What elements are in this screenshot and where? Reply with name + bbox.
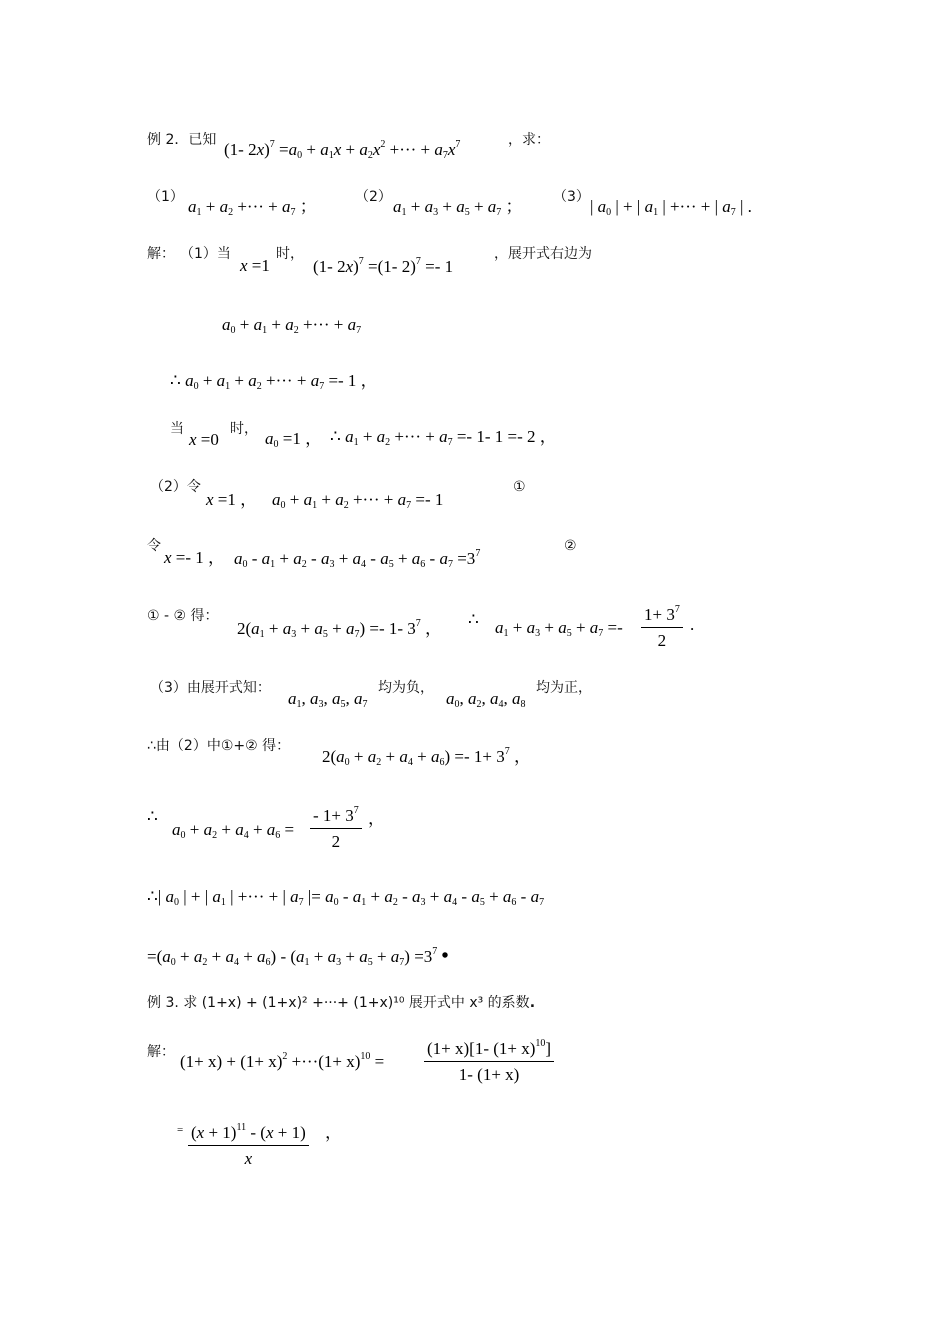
- example2-label: 例 2．已知: [147, 132, 217, 148]
- circled-1: ①: [513, 479, 526, 495]
- add-label: ∴由（2）中①+② 得：: [147, 738, 291, 754]
- geometric-sum: $(1+ x) + (1+ x)^2 +\cdot\cdot\cdot(1+ x)^{10}$ =: [180, 1051, 385, 1071]
- fraction-2: $\frac{- 1+ 3^7}{2}$: [310, 805, 362, 852]
- circled-2: ②: [564, 538, 577, 554]
- right-side-sum: $a_0 + a_1 + a_2$ +··· + $a_7$: [222, 315, 362, 336]
- part1-expr: $a_1 + a_2$ +··· + $a_7$ ；: [188, 197, 317, 218]
- shi-text: 时，: [276, 246, 304, 262]
- example2-tail: ，求：: [508, 132, 550, 148]
- fraction-1: $\frac{1+ 3^7}{2}$: [641, 604, 683, 651]
- ling-text: 令: [147, 538, 161, 554]
- abs-sum-expansion: ∴| $a_0$ | + | $a_1$ | +··· + | $a_7$ |= $a_0 - a_1 + a_2 - a_3 + a_4 - a_5 + a_6 - a_7$: [147, 887, 545, 908]
- comma-2: ，: [368, 809, 385, 828]
- example3-title: 例 3. 求 (1+x) + (1+x)² +···+ (1+x)¹⁰ 展开式中 x³ 的系数.: [147, 995, 536, 1011]
- example3-solution-label: 解：: [147, 1044, 175, 1060]
- substitution-1: (1- 2x)$^7$ =(1- 2)$^7$ =- 1: [313, 256, 454, 276]
- part3-label: （3）: [553, 189, 590, 205]
- equation-1: $a_0 + a_1 + a_2$ +··· + $a_7 =- 1$: [272, 490, 444, 511]
- fraction-4: $\frac{(x + 1)^{11} - (x + 1)}{x}$: [188, 1122, 309, 1169]
- sum-equals-minus-2: ∴ $a_1 + a_2$ +··· + $a_7 =- 1-$ 1 =- 2 ，: [330, 427, 557, 448]
- equation-2: $a_0 - a_1 + a_2 - a_3 + a_4 - a_5 + a_6 - a_7 =3^7$: [234, 548, 481, 570]
- let-x-1: x =1 ，: [206, 490, 258, 509]
- negative-text: 均为负，: [378, 680, 434, 696]
- a0-equals-1: $a_0 =1$ ，: [265, 429, 323, 450]
- solution-label: 解：: [147, 246, 175, 262]
- part1-label: （1）: [147, 189, 184, 205]
- shi-text-2: 时，: [230, 421, 258, 437]
- therefore-symbol: ∴: [170, 371, 181, 390]
- let-x-minus-1: x =- 1 ，: [164, 548, 226, 567]
- solution-part3-label: （3）由展开式知：: [150, 680, 271, 696]
- even-sum-result: $a_0 + a_2 + a_4 + a_6$ =: [172, 820, 295, 841]
- double-even-sum: $2(a_0 + a_2 + a_4 + a_6) =- 1+ 3^7$ ，: [322, 746, 531, 768]
- equals-small: =: [177, 1124, 184, 1136]
- example2-equation: (1- $2x)^7 =a_0 + a_1x + a_2x^2$ +··· + $a_7x^7$: [224, 139, 461, 161]
- odd-coefficients: $a_1$, $a_3$, $a_5$, $a_7$: [288, 689, 368, 710]
- sum-equals-minus-1: ∴ $a_0 + a_1 + a_2$ +··· + $a_7 =- 1$ ，: [170, 371, 378, 392]
- therefore-symbol-3: ∴: [147, 807, 158, 826]
- part3-expr: | $a_0$ | + | $a_1$ | +··· + | $a_7$ | .: [590, 197, 752, 218]
- big-dot: •: [441, 945, 449, 967]
- comma-3: ，: [325, 1123, 342, 1142]
- solution-part2-label: （2）令: [150, 479, 201, 495]
- expansion-right-text: ，展开式右边为: [494, 246, 592, 262]
- therefore-symbol-2: ∴: [468, 610, 479, 629]
- fraction-3: $\frac{(1+ x)[1- (1+ x)^{10}]}{1- (1+ x)}$: [424, 1038, 554, 1085]
- x-equals-0: x =0: [189, 430, 219, 449]
- period-1: .: [690, 615, 695, 634]
- odd-sum-result: $a_1 + a_3 + a_5 + a_7$ =-: [495, 618, 623, 639]
- abs-sum-result: $=(a_0 + a_2 + a_4 + a_6) - (a_1 + a_3 + a_5 + a_7) =3^7$ •: [147, 945, 449, 968]
- subtract-label: ① - ② 得：: [147, 608, 219, 624]
- solution-part1-label: （1）当: [180, 246, 231, 262]
- dang-text: 当: [170, 421, 184, 437]
- even-coefficients: $a_0$, $a_2$, $a_4$, $a_8$: [446, 689, 526, 710]
- x-equals-1: x =1: [240, 256, 270, 275]
- part2-label: （2）: [355, 189, 392, 205]
- double-odd-sum: $2(a_1 + a_3 + a_5 + a_7) =- 1-$ $3^7$ ，: [237, 618, 443, 640]
- part2-expr: $a_1 + a_3 + a_5 + a_7$ ；: [393, 197, 523, 218]
- positive-text: 均为正，: [536, 680, 592, 696]
